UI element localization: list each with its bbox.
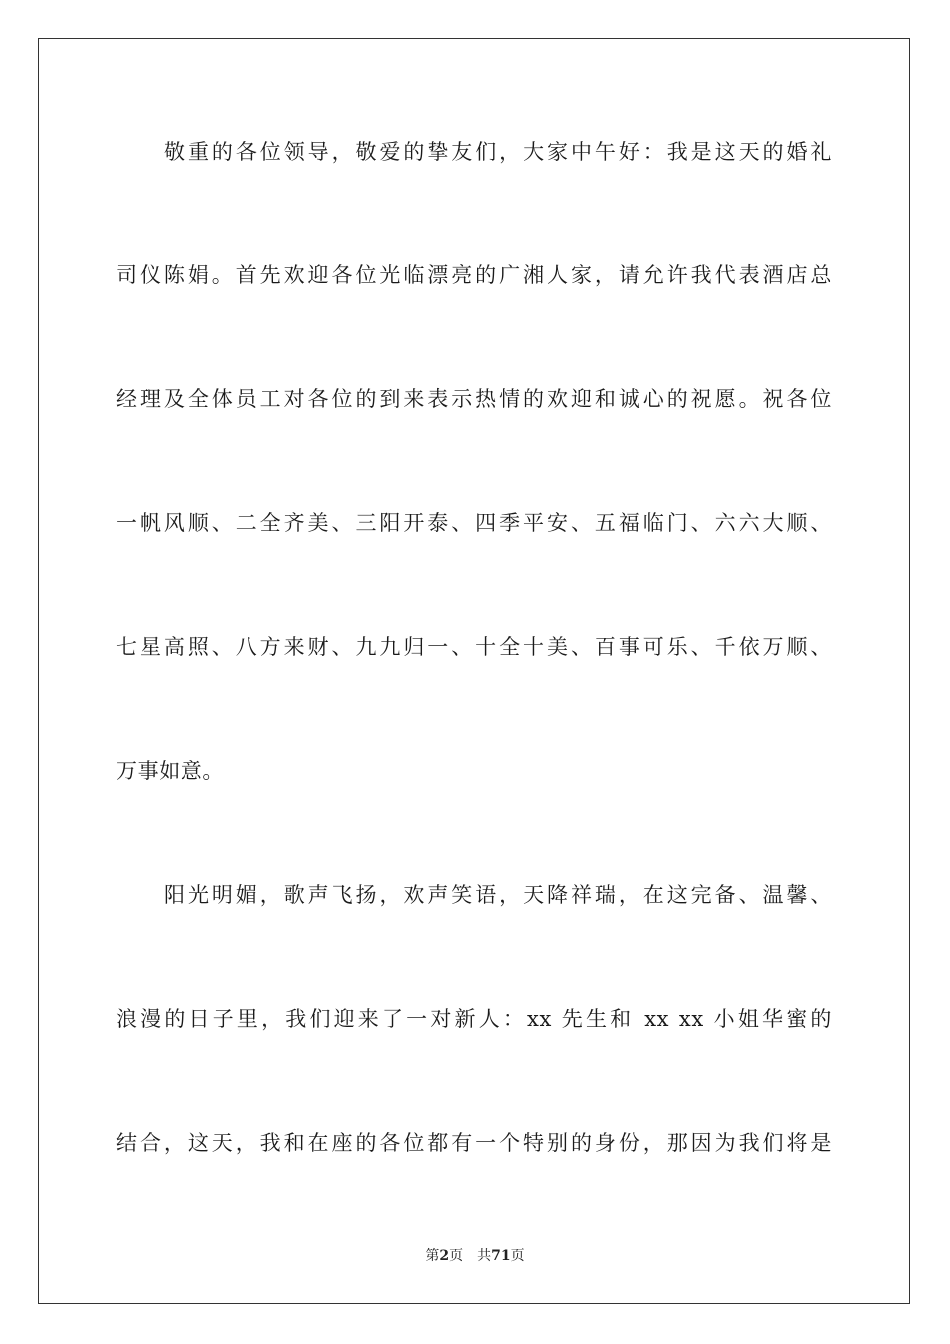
total-prefix: 共 xyxy=(477,1248,492,1264)
total-suffix: 页 xyxy=(510,1248,525,1264)
paragraph-1-line-1: 敬重的各位领导，敬爱的挚友们，大家中午好：我是这天的婚礼 xyxy=(164,140,832,164)
page-footer xyxy=(0,1246,950,1266)
paragraph-1-line-5: 七星高照、八方来财、九九归一、十全十美、百事可乐、千依万顺、 xyxy=(116,635,832,659)
paragraph-2-line-1: 阳光明媚，歌声飞扬，欢声笑语，天降祥瑞，在这完备、温馨、 xyxy=(164,883,832,907)
current-page-number: 2 xyxy=(439,1248,450,1264)
paragraph-1-line-6: 万事如意。 xyxy=(116,759,224,783)
paragraph-2-line-3: 结合，这天，我和在座的各位都有一个特别的身份，那因为我们将是 xyxy=(116,1131,832,1155)
total-page-count: 71 xyxy=(491,1248,511,1264)
page-prefix: 第 xyxy=(425,1248,440,1264)
paragraph-2-line-2: 浪漫的日子里，我们迎来了一对新人：xx 先生和 xx xx 小姐华蜜的 xyxy=(116,1007,832,1031)
paragraph-1-line-2: 司仪陈娟。首先欢迎各位光临漂亮的广湘人家，请允许我代表酒店总 xyxy=(116,263,832,287)
paragraph-1-line-4: 一帆风顺、二全齐美、三阳开泰、四季平安、五福临门、六六大顺、 xyxy=(116,511,832,535)
page-suffix: 页 xyxy=(449,1248,464,1264)
paragraph-1-line-3: 经理及全体员工对各位的到来表示热情的欢迎和诚心的祝愿。祝各位 xyxy=(116,387,832,411)
page-border xyxy=(38,38,910,1304)
